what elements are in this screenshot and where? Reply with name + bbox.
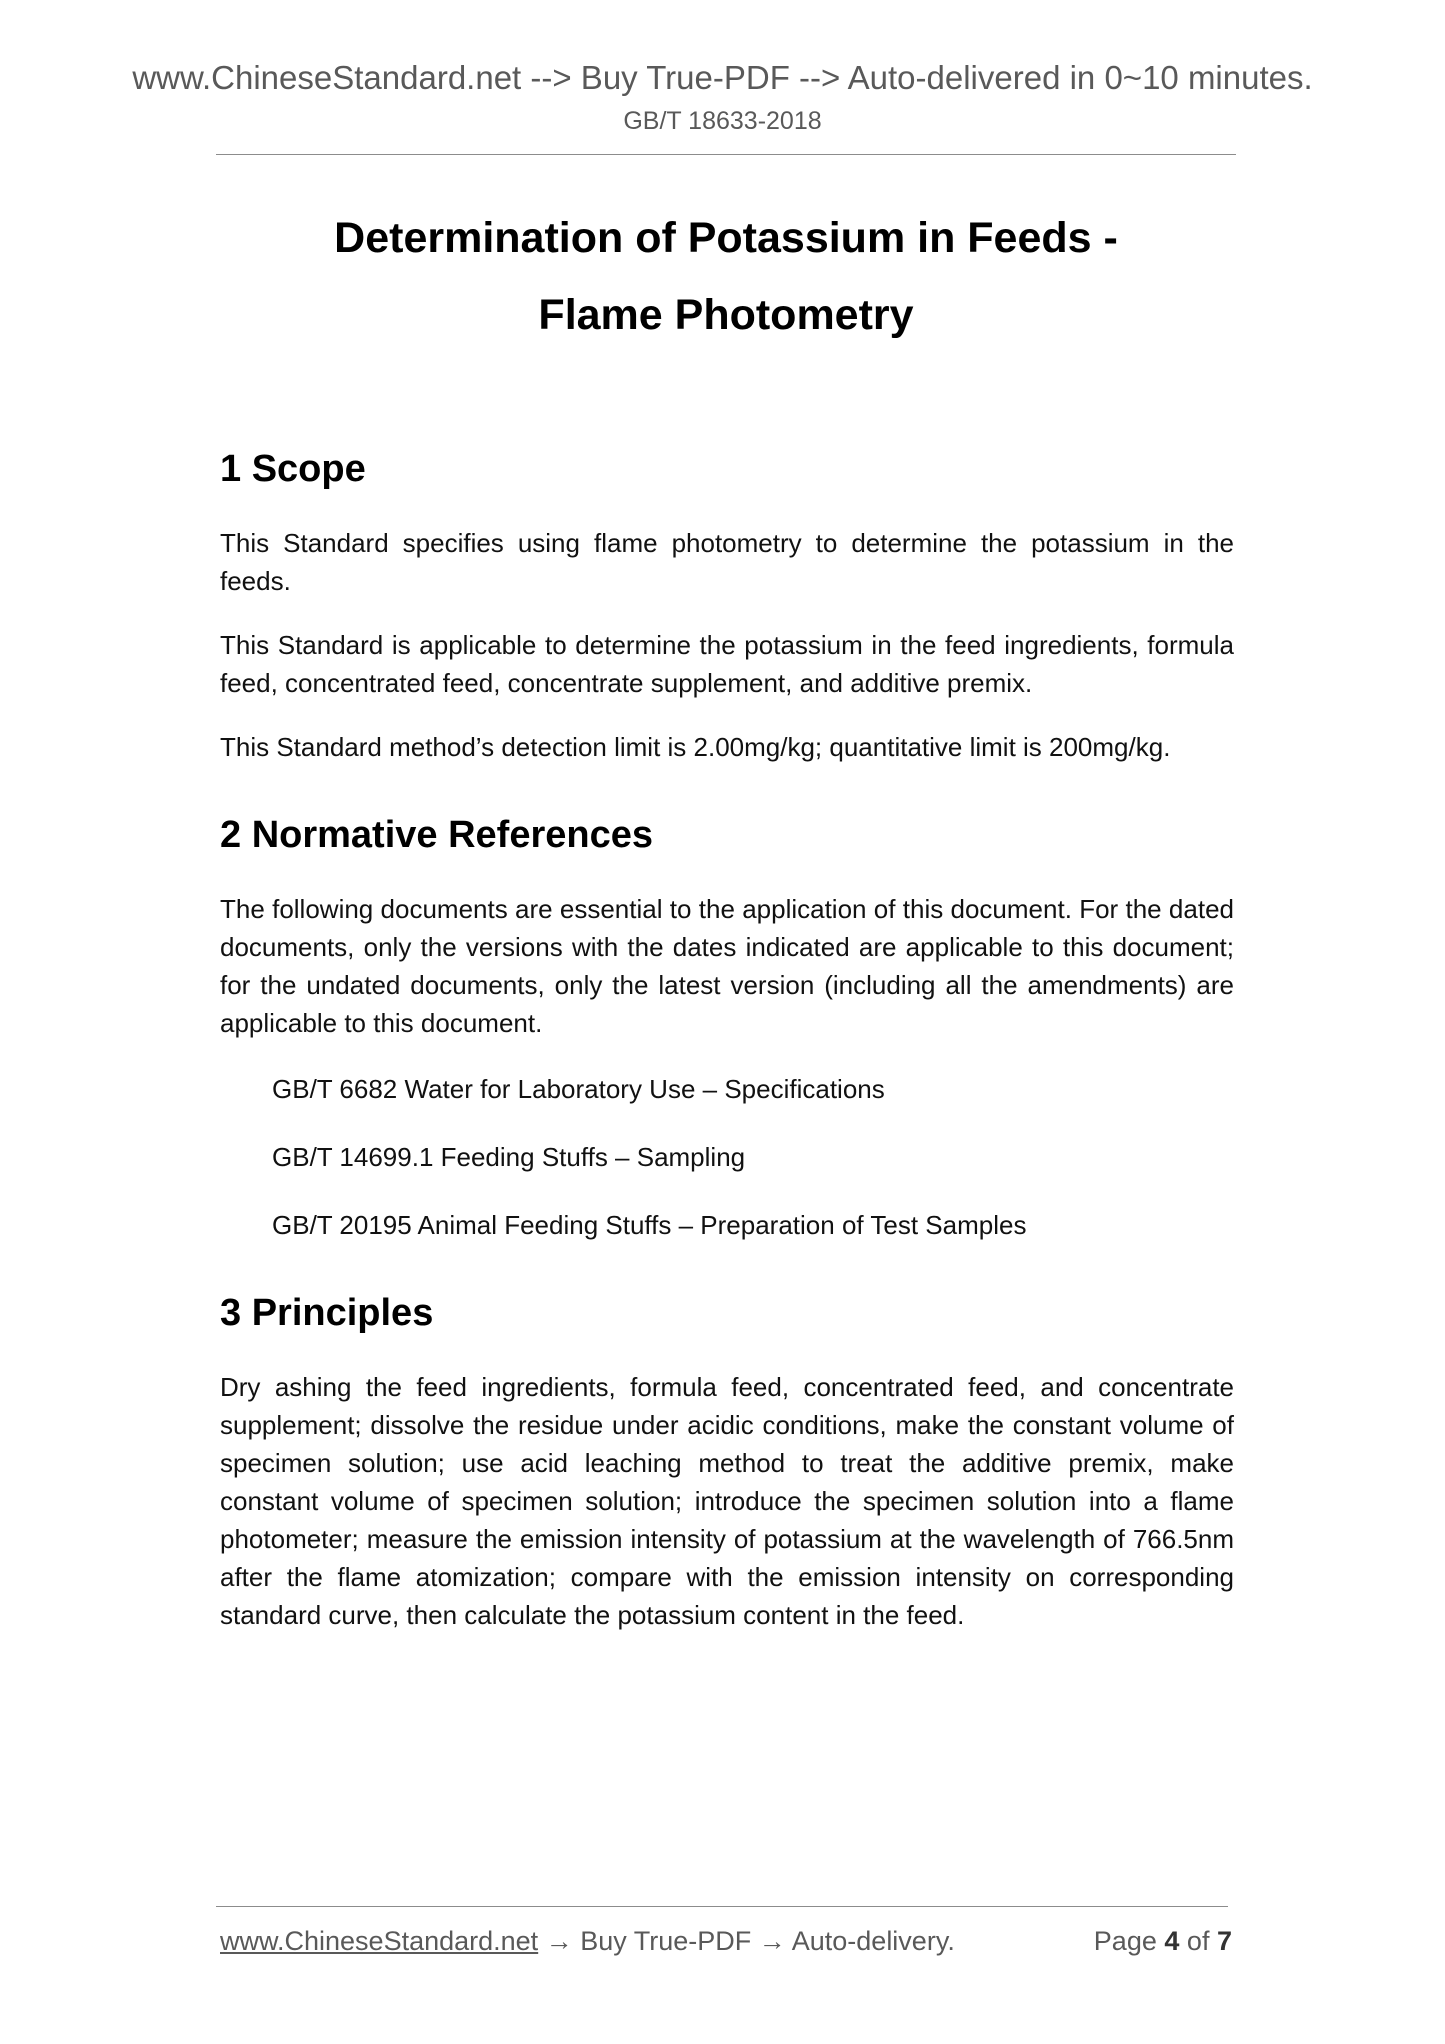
document-title-line-1: Determination of Potassium in Feeds - <box>334 214 1118 262</box>
standard-code: GB/T 18633-2018 <box>623 107 822 135</box>
footer-website-link[interactable]: www.ChineseStandard.net <box>220 1926 539 1956</box>
footer-promo-text: → Buy True-PDF → Auto-delivery. <box>538 1926 955 1956</box>
reference-item: GB/T 14699.1 Feeding Stuffs – Sampling <box>272 1142 746 1172</box>
document-title-line-2: Flame Photometry <box>538 291 914 339</box>
scope-paragraph-1: This Standard specifies using flame photometry to determine the potassium in the feeds. <box>220 528 1234 596</box>
page-of-label: of <box>1186 1926 1210 1956</box>
page-label: Page <box>1093 1926 1157 1956</box>
document-body <box>220 446 1234 1634</box>
principles-paragraph: Dry ashing the feed ingredients, formula feed, concentrated feed, and concentrate supplement; dissolve the residue under acidic conditions, make the constant volume of specimen solution; use acid leaching method to treat the additive premix, make constant volume of specimen solution; introduce the specimen solution into a flame photometer; measure the emission intensity of potassium at the wavelength of 766.5nm after the flame atomization; compare with the emission intensity on corresponding standard curve, then calculate the potassium content in the feed. <box>220 1372 1234 1630</box>
scope-paragraph-2: This Standard is applicable to determine the potassium in the feed ingredients, formula feed, concentrated feed, concentrate supplement, and additive premix. <box>220 630 1234 698</box>
scope-paragraph-3: This Standard method’s detection limit is 2.00mg/kg; quantitative limit is 200mg/kg. <box>220 732 1171 762</box>
footer-promo <box>220 1924 955 1958</box>
page-total: 7 <box>1216 1926 1232 1956</box>
header-divider <box>216 154 1236 155</box>
section-heading-normative-references: 2 Normative References <box>220 814 653 856</box>
normative-references-paragraph: The following documents are essential to the application of this document. For the dated documents, only the versions with the dates indicated are applicable to this document; for the undated documents, only the latest version (including all the amendments) are applicable to this document. <box>220 894 1234 1038</box>
section-heading-principles: 3 Principles <box>220 1292 434 1334</box>
reference-item: GB/T 20195 Animal Feeding Stuffs – Preparation of Test Samples <box>272 1210 1027 1240</box>
footer-divider <box>216 1906 1228 1907</box>
reference-item: GB/T 6682 Water for Laboratory Use – Specifications <box>272 1074 885 1104</box>
top-banner: www.ChineseStandard.net --> Buy True-PDF --> Auto-delivered in 0~10 minutes. <box>132 59 1313 96</box>
page-number <box>1094 1924 1232 1958</box>
page-current: 4 <box>1164 1926 1180 1956</box>
section-heading-scope: 1 Scope <box>220 448 366 490</box>
